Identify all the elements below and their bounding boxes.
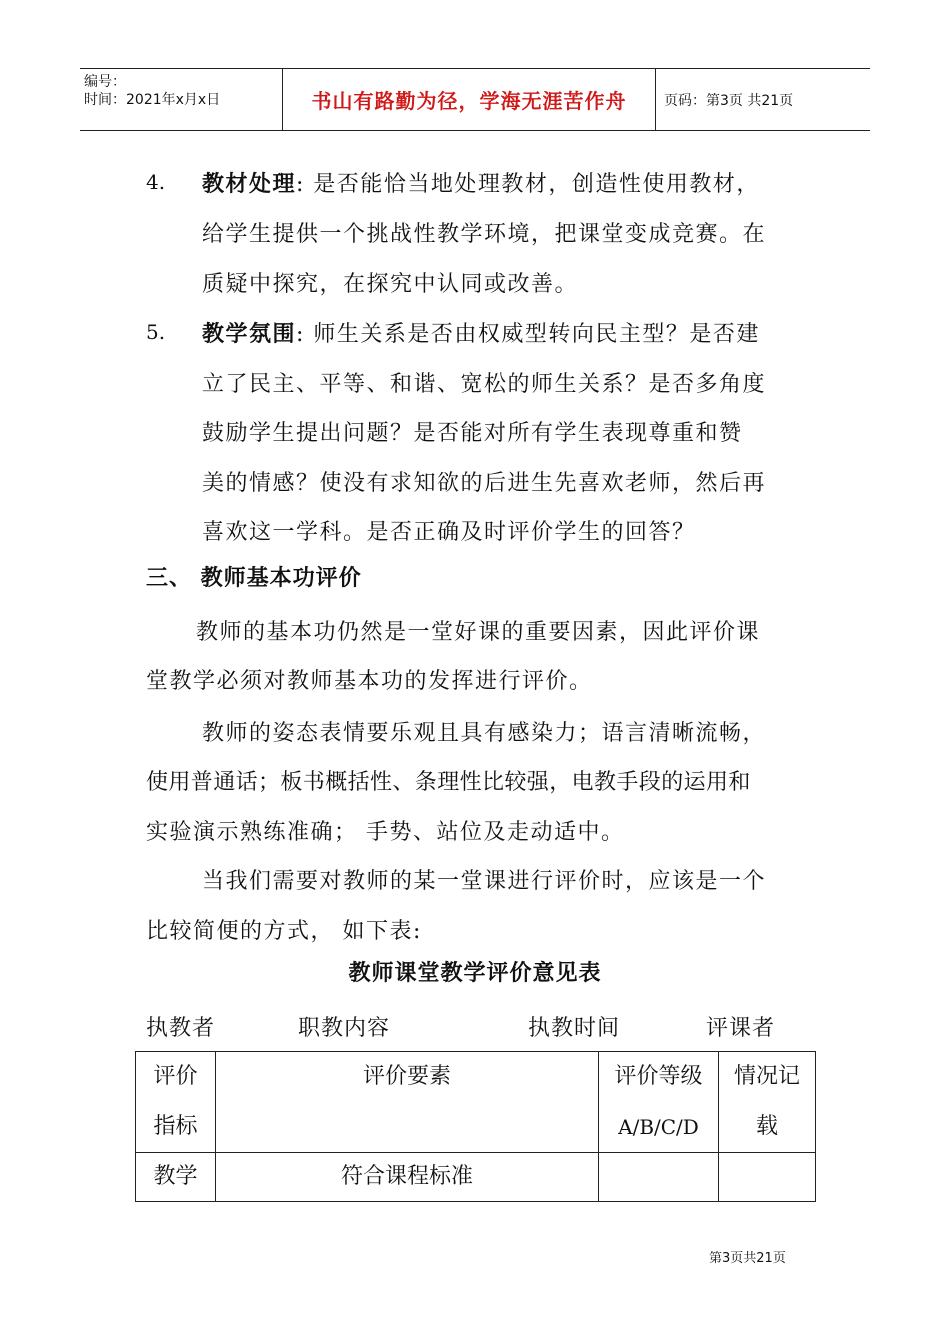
para3-line1: 当我们需要对教师的某一堂课进行评价时，应该是一个 [202,869,767,894]
item4-line3: 质疑中探究，在探究中认同或改善。 [202,272,579,297]
para2-line3: 实验演示熟练准确； 手势、站位及走动适中。 [146,820,625,845]
page-footer: 第3页共21页 [709,1251,786,1266]
table-row [136,1153,816,1202]
table-title: 教师课堂教学评价意见表 [348,961,602,986]
header-page: 页码：第3页 共21页 [664,92,794,109]
info-reviewer: 评课者 [706,1016,776,1041]
item4-term: 教材处理 [202,172,297,197]
info-time: 执教时间 [528,1016,621,1041]
header-cell-record: 情况记 载 [719,1052,816,1153]
section3-heading: 三、 教师基本功评价 [146,566,362,591]
header-cell-indicator: 评价 指标 [136,1052,216,1153]
item5-line3: 鼓励学生提出问题？是否能对所有学生表现尊重和赞 [202,421,743,446]
item5-number: 5. [146,320,166,344]
header-cell-elements: 评价要素 [216,1052,599,1153]
header-cell-grade: 评价等级 A/B/C/D [599,1052,719,1153]
para1-line1: 教师的基本功仍然是一堂好课的重要因素，因此评价课 [196,620,761,645]
page-header [80,68,870,131]
row1-indicator: 教学 [136,1153,216,1202]
row1-record[interactable] [719,1153,816,1202]
evaluation-table [135,1051,816,1202]
item5-line5: 喜欢这一学科。是否正确及时评价学生的回答？ [202,520,696,545]
row1-element: 符合课程标准 [216,1153,599,1202]
item4-line1: 教材处理: 是否能恰当地处理教材，创造性使用教材， [202,172,760,197]
item5-term: 教学氛围 [202,322,297,347]
item5-line2: 立了民主、平等、和谐、宽松的师生关系？是否多角度 [202,372,767,397]
para1-line2: 堂教学必须对教师基本功的发挥进行评价。 [146,669,593,694]
table-header-row [136,1052,816,1153]
item4-line2: 给学生提供一个挑战性教学环境，把课堂变成竞赛。在 [202,222,767,247]
header-meta [80,69,283,130]
item4-number: 4. [146,170,166,194]
para2-line2: 使用普通话；板书概括性、条理性比较强，电教手段的运用和 [146,770,751,795]
item5-line4: 美的情感？使没有求知欲的后进生先喜欢老师，然后再 [202,471,767,496]
row1-grade[interactable] [599,1153,719,1202]
para2-line1: 教师的姿态表情要乐观且具有感染力；语言清晰流畅， [202,721,767,746]
header-date: 时间：2021年x月x日 [84,92,221,108]
para3-line2: 比较简便的方式， 如下表: [146,919,422,944]
info-content: 职教内容 [298,1016,391,1041]
header-motto: 书山有路勤为径，学海无涯苦作舟 [283,69,656,130]
header-number: 编号： [84,74,126,90]
item5-line1: 教学氛围: 师生关系是否由权威型转向民主型？是否建 [202,322,760,347]
info-teacher: 执教者 [146,1016,216,1041]
